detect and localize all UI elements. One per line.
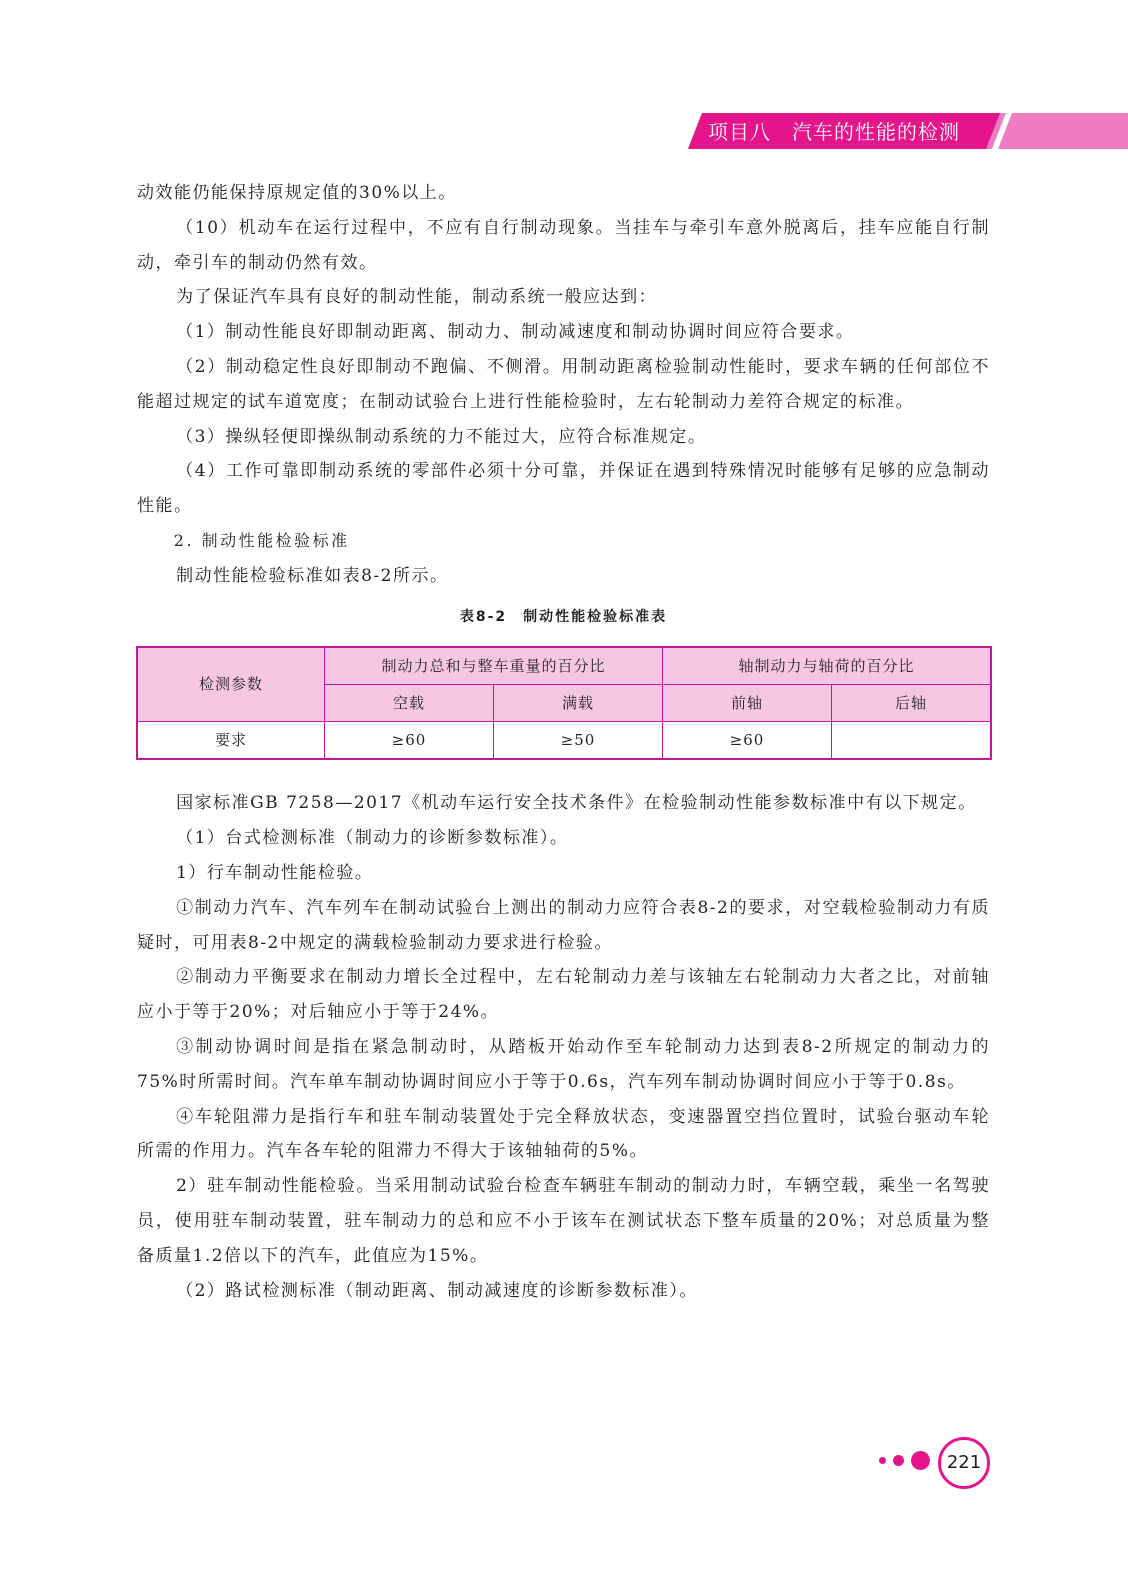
table-header-group-2: 轴制动力与轴荷的百分比 bbox=[663, 647, 992, 685]
paragraph-11: 1）行车制动性能检验。 bbox=[176, 862, 374, 883]
paragraph-14: ③制动协调时间是指在紧急制动时，从踏板开始动作至车轮制动力达到表8-2所规定的制动力的75%时所需时间。汽车单车制动协调时间应小于等于0.6s，汽车列车制动协调时间应小于等于0.8s。 bbox=[137, 1036, 990, 1092]
paragraph-12: ①制动力汽车、汽车列车在制动试验台上测出的制动力应符合表8-2的要求，对空载检验制动力有质疑时，可用表8-2中规定的满载检验制动力要求进行检验。 bbox=[137, 897, 990, 953]
paragraph-2: （10）机动车在运行过程中，不应有自行制动现象。当挂车与牵引车意外脱离后，挂车应能自行制动，牵引车的制动仍然有效。 bbox=[137, 217, 990, 273]
table-subheader: 后轴 bbox=[832, 685, 992, 722]
paragraph-3: 为了保证汽车具有良好的制动性能，制动系统一般应达到： bbox=[176, 287, 658, 308]
table-caption: 表8-2 制动性能检验标准表 bbox=[459, 608, 668, 625]
table-subheader: 空载 bbox=[325, 685, 494, 722]
footer-dot bbox=[893, 1455, 904, 1466]
paragraph-6: （3）操纵轻便即操纵制动系统的力不能过大，应符合标准规定。 bbox=[176, 426, 707, 447]
paragraph-8: 制动性能检验标准如表8-2所示。 bbox=[176, 565, 449, 586]
paragraph-7: （4）工作可靠即制动系统的零部件必须十分可靠，并保证在遇到特殊情况时能够有足够的应急制动性能。 bbox=[137, 461, 990, 517]
paragraph-13: ②制动力平衡要求在制动力增长全过程中，左右轮制动力差与该轴左右轮制动力大者之比，对前轴应小于等于20%；对后轴应小于等于24%。 bbox=[137, 967, 990, 1023]
paragraph-15: ④车轮阻滞力是指行车和驻车制动装置处于完全释放状态，变速器置空挡位置时，试验台驱动车轮所需的作用力。汽车各车轮的阻滞力不得大于该轴轴荷的5%。 bbox=[137, 1106, 990, 1162]
table-cell: ≥50 bbox=[494, 722, 663, 760]
table-cell: ≥60 bbox=[663, 722, 832, 760]
table-header-group-1: 制动力总和与整车重量的百分比 bbox=[325, 647, 663, 685]
paragraph-9: 国家标准GB 7258—2017《机动车运行安全技术条件》在检验制动性能参数标准中有以下规定。 bbox=[176, 793, 977, 814]
table-cell: ≥60 bbox=[325, 722, 494, 760]
standards-table bbox=[136, 646, 992, 760]
table-header-param: 检测参数 bbox=[137, 647, 325, 722]
chapter-title: 项目八 汽车的性能的检测 bbox=[708, 120, 960, 144]
page-number: 221 bbox=[938, 1437, 990, 1489]
paragraph-17: （2）路试检测标准（制动距离、制动减速度的诊断参数标准）。 bbox=[176, 1280, 698, 1301]
paragraph-5: （2）制动稳定性良好即制动不跑偏、不侧滑。用制动距离检验制动性能时，要求车辆的任何部位不能超过规定的试车道宽度；在制动试验台上进行性能检验时，左右轮制动力差符合规定的标准。 bbox=[137, 356, 990, 412]
table-row bbox=[137, 722, 991, 760]
table-subheader: 满载 bbox=[494, 685, 663, 722]
paragraph-10: （1）台式检测标准（制动力的诊断参数标准）。 bbox=[176, 828, 569, 849]
table-cell bbox=[832, 722, 992, 760]
paragraph-16: 2）驻车制动性能检验。当采用制动试验台检查车辆驻车制动的制动力时，车辆空载，乘坐一名驾驶员，使用驻车制动装置，驻车制动力的总和应不小于该车在测试状态下整车质量的20%；对总质量为整备质量1.2倍以下的汽车，此值应为15%。 bbox=[137, 1176, 990, 1266]
paragraph-4: （1）制动性能良好即制动距离、制动力、制动减速度和制动协调时间应符合要求。 bbox=[176, 322, 855, 343]
footer-dot bbox=[879, 1457, 886, 1464]
paragraph-1: 动效能仍能保持原规定值的30%以上。 bbox=[137, 183, 457, 203]
footer-dot bbox=[911, 1451, 930, 1470]
section-heading: 2. 制动性能检验标准 bbox=[173, 530, 350, 550]
table-row-label: 要求 bbox=[137, 722, 325, 760]
table-subheader: 前轴 bbox=[663, 685, 832, 722]
page-body bbox=[137, 176, 990, 1308]
